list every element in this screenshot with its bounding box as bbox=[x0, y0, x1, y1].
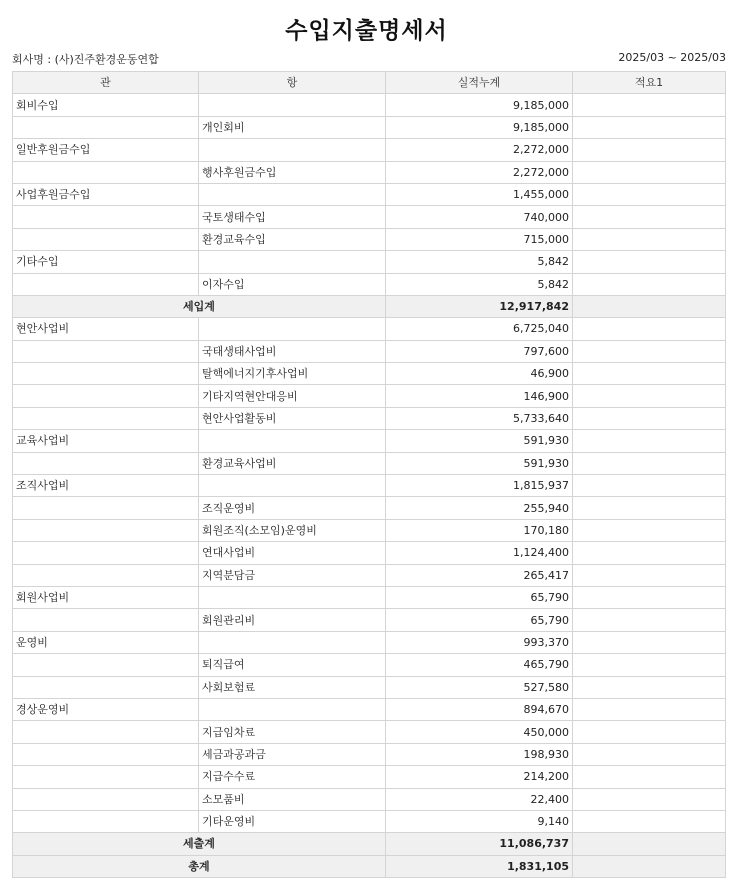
report-period: 2025/03 ~ 2025/03 bbox=[618, 51, 726, 64]
cell-amount: 1,831,105 bbox=[386, 855, 573, 877]
cell-amount: 265,417 bbox=[386, 564, 573, 586]
cell-amount: 527,580 bbox=[386, 676, 573, 698]
table-row bbox=[13, 788, 726, 810]
cell-memo bbox=[573, 273, 726, 295]
cell-hang bbox=[199, 94, 386, 116]
cell-hang: 기타지역현안대응비 bbox=[199, 385, 386, 407]
cell-hang: 지급임차료 bbox=[199, 721, 386, 743]
cell-gwan bbox=[13, 407, 199, 429]
cell-gwan bbox=[13, 654, 199, 676]
cell-gwan bbox=[13, 810, 199, 832]
cell-hang: 개인회비 bbox=[199, 116, 386, 138]
cell-hang: 기타운영비 bbox=[199, 810, 386, 832]
table-row bbox=[13, 206, 726, 228]
table-row bbox=[13, 430, 726, 452]
cell-memo bbox=[573, 385, 726, 407]
cell-hang bbox=[199, 318, 386, 340]
cell-hang: 퇴직급여 bbox=[199, 654, 386, 676]
cell-memo bbox=[573, 833, 726, 855]
cell-amount: 65,790 bbox=[386, 586, 573, 608]
cell-gwan bbox=[13, 609, 199, 631]
table-row bbox=[13, 161, 726, 183]
cell-hang: 세금과공과금 bbox=[199, 743, 386, 765]
table-row bbox=[13, 228, 726, 250]
cell-amount: 797,600 bbox=[386, 340, 573, 362]
total-row bbox=[13, 833, 726, 855]
cell-gwan bbox=[13, 519, 199, 541]
cell-amount: 9,185,000 bbox=[386, 116, 573, 138]
table-row bbox=[13, 363, 726, 385]
cell-hang: 이자수입 bbox=[199, 273, 386, 295]
cell-amount: 1,455,000 bbox=[386, 183, 573, 205]
table-row bbox=[13, 586, 726, 608]
cell-hang: 조직운영비 bbox=[199, 497, 386, 519]
table-row bbox=[13, 631, 726, 653]
cell-gwan: 경상운영비 bbox=[13, 698, 199, 720]
cell-memo bbox=[573, 766, 726, 788]
table-row bbox=[13, 766, 726, 788]
cell-hang bbox=[199, 586, 386, 608]
cell-memo bbox=[573, 609, 726, 631]
cell-hang: 연대사업비 bbox=[199, 542, 386, 564]
cell-amount: 591,930 bbox=[386, 430, 573, 452]
cell-memo bbox=[573, 788, 726, 810]
total-row bbox=[13, 855, 726, 877]
cell-hang: 국태생태사업비 bbox=[199, 340, 386, 362]
cell-gwan: 기타수입 bbox=[13, 251, 199, 273]
cell-memo bbox=[573, 94, 726, 116]
table-row bbox=[13, 721, 726, 743]
company-name: 회사명 : (사)진주환경운동연합 bbox=[12, 53, 159, 66]
cell-memo bbox=[573, 542, 726, 564]
table-row bbox=[13, 183, 726, 205]
cell-hang: 탈핵에너지기후사업비 bbox=[199, 363, 386, 385]
column-header-hang: 항 bbox=[199, 72, 386, 94]
cell-amount: 46,900 bbox=[386, 363, 573, 385]
cell-gwan: 현안사업비 bbox=[13, 318, 199, 340]
cell-hang: 행사후원금수입 bbox=[199, 161, 386, 183]
cell-gwan: 사업후원금수입 bbox=[13, 183, 199, 205]
table-row bbox=[13, 497, 726, 519]
cell-gwan bbox=[13, 497, 199, 519]
cell-amount: 6,725,040 bbox=[386, 318, 573, 340]
cell-amount: 2,272,000 bbox=[386, 161, 573, 183]
total-label: 세출계 bbox=[13, 833, 386, 855]
cell-amount: 5,842 bbox=[386, 251, 573, 273]
cell-gwan bbox=[13, 385, 199, 407]
table-row bbox=[13, 542, 726, 564]
cell-hang bbox=[199, 183, 386, 205]
table-row bbox=[13, 519, 726, 541]
cell-gwan: 교육사업비 bbox=[13, 430, 199, 452]
cell-hang: 국토생태수입 bbox=[199, 206, 386, 228]
cell-memo bbox=[573, 407, 726, 429]
cell-memo bbox=[573, 363, 726, 385]
cell-amount: 715,000 bbox=[386, 228, 573, 250]
cell-hang bbox=[199, 631, 386, 653]
cell-amount: 1,815,937 bbox=[386, 475, 573, 497]
cell-amount: 255,940 bbox=[386, 497, 573, 519]
cell-amount: 198,930 bbox=[386, 743, 573, 765]
table-row bbox=[13, 340, 726, 362]
cell-memo bbox=[573, 475, 726, 497]
cell-amount: 450,000 bbox=[386, 721, 573, 743]
cell-memo bbox=[573, 676, 726, 698]
cell-memo bbox=[573, 183, 726, 205]
ledger-body bbox=[13, 94, 726, 878]
cell-memo bbox=[573, 743, 726, 765]
cell-gwan bbox=[13, 228, 199, 250]
table-row bbox=[13, 385, 726, 407]
cell-amount: 214,200 bbox=[386, 766, 573, 788]
cell-amount: 465,790 bbox=[386, 654, 573, 676]
cell-hang: 환경교육수입 bbox=[199, 228, 386, 250]
cell-gwan bbox=[13, 788, 199, 810]
cell-amount: 9,140 bbox=[386, 810, 573, 832]
column-header-memo: 적요1 bbox=[573, 72, 726, 94]
cell-memo bbox=[573, 519, 726, 541]
table-row bbox=[13, 810, 726, 832]
cell-gwan bbox=[13, 161, 199, 183]
cell-amount: 12,917,842 bbox=[386, 295, 573, 317]
cell-gwan bbox=[13, 340, 199, 362]
cell-hang bbox=[199, 430, 386, 452]
table-row bbox=[13, 94, 726, 116]
report-title: 수입지출명세서 bbox=[285, 18, 448, 44]
cell-hang: 사회보험료 bbox=[199, 676, 386, 698]
table-row bbox=[13, 475, 726, 497]
table-row bbox=[13, 654, 726, 676]
cell-gwan bbox=[13, 743, 199, 765]
cell-memo bbox=[573, 430, 726, 452]
table-row bbox=[13, 273, 726, 295]
cell-memo bbox=[573, 698, 726, 720]
cell-memo bbox=[573, 139, 726, 161]
cell-amount: 740,000 bbox=[386, 206, 573, 228]
cell-memo bbox=[573, 340, 726, 362]
cell-hang bbox=[199, 698, 386, 720]
cell-amount: 65,790 bbox=[386, 609, 573, 631]
cell-gwan bbox=[13, 452, 199, 474]
ledger-table bbox=[12, 71, 726, 878]
cell-hang: 환경교육사업비 bbox=[199, 452, 386, 474]
cell-hang bbox=[199, 475, 386, 497]
cell-memo bbox=[573, 161, 726, 183]
cell-gwan: 회비수입 bbox=[13, 94, 199, 116]
cell-amount: 591,930 bbox=[386, 452, 573, 474]
cell-memo bbox=[573, 810, 726, 832]
cell-gwan bbox=[13, 564, 199, 586]
cell-hang: 지급수수료 bbox=[199, 766, 386, 788]
table-row bbox=[13, 698, 726, 720]
table-row bbox=[13, 676, 726, 698]
cell-gwan: 회원사업비 bbox=[13, 586, 199, 608]
table-row bbox=[13, 564, 726, 586]
column-header-amount: 실적누계 bbox=[386, 72, 573, 94]
cell-memo bbox=[573, 721, 726, 743]
cell-amount: 894,670 bbox=[386, 698, 573, 720]
cell-gwan bbox=[13, 676, 199, 698]
table-row bbox=[13, 116, 726, 138]
cell-memo bbox=[573, 318, 726, 340]
cell-amount: 5,733,640 bbox=[386, 407, 573, 429]
cell-memo bbox=[573, 452, 726, 474]
cell-gwan bbox=[13, 206, 199, 228]
cell-gwan bbox=[13, 116, 199, 138]
cell-amount: 993,370 bbox=[386, 631, 573, 653]
cell-gwan: 운영비 bbox=[13, 631, 199, 653]
cell-hang: 회원관리비 bbox=[199, 609, 386, 631]
table-row bbox=[13, 251, 726, 273]
total-label: 세입계 bbox=[13, 295, 386, 317]
cell-gwan bbox=[13, 766, 199, 788]
cell-memo bbox=[573, 206, 726, 228]
column-header-gwan: 관 bbox=[13, 72, 199, 94]
cell-memo bbox=[573, 564, 726, 586]
table-row bbox=[13, 743, 726, 765]
table-row bbox=[13, 452, 726, 474]
table-row bbox=[13, 609, 726, 631]
cell-memo bbox=[573, 497, 726, 519]
total-row bbox=[13, 295, 726, 317]
cell-amount: 1,124,400 bbox=[386, 542, 573, 564]
cell-amount: 11,086,737 bbox=[386, 833, 573, 855]
cell-memo bbox=[573, 228, 726, 250]
table-header-row bbox=[13, 72, 726, 94]
cell-hang: 소모품비 bbox=[199, 788, 386, 810]
cell-gwan bbox=[13, 542, 199, 564]
cell-gwan: 조직사업비 bbox=[13, 475, 199, 497]
cell-memo bbox=[573, 586, 726, 608]
cell-amount: 2,272,000 bbox=[386, 139, 573, 161]
cell-amount: 146,900 bbox=[386, 385, 573, 407]
cell-gwan bbox=[13, 273, 199, 295]
cell-amount: 9,185,000 bbox=[386, 94, 573, 116]
cell-hang: 회원조직(소모임)운영비 bbox=[199, 519, 386, 541]
table-row bbox=[13, 139, 726, 161]
total-label: 총계 bbox=[13, 855, 386, 877]
cell-memo bbox=[573, 295, 726, 317]
cell-amount: 22,400 bbox=[386, 788, 573, 810]
cell-memo bbox=[573, 251, 726, 273]
cell-gwan: 일반후원금수입 bbox=[13, 139, 199, 161]
cell-memo bbox=[573, 631, 726, 653]
cell-gwan bbox=[13, 363, 199, 385]
table-row bbox=[13, 318, 726, 340]
cell-amount: 5,842 bbox=[386, 273, 573, 295]
cell-hang: 현안사업활동비 bbox=[199, 407, 386, 429]
cell-hang: 지역분담금 bbox=[199, 564, 386, 586]
cell-hang bbox=[199, 139, 386, 161]
cell-gwan bbox=[13, 721, 199, 743]
cell-amount: 170,180 bbox=[386, 519, 573, 541]
cell-memo bbox=[573, 116, 726, 138]
cell-memo bbox=[573, 855, 726, 877]
cell-hang bbox=[199, 251, 386, 273]
table-row bbox=[13, 407, 726, 429]
cell-memo bbox=[573, 654, 726, 676]
